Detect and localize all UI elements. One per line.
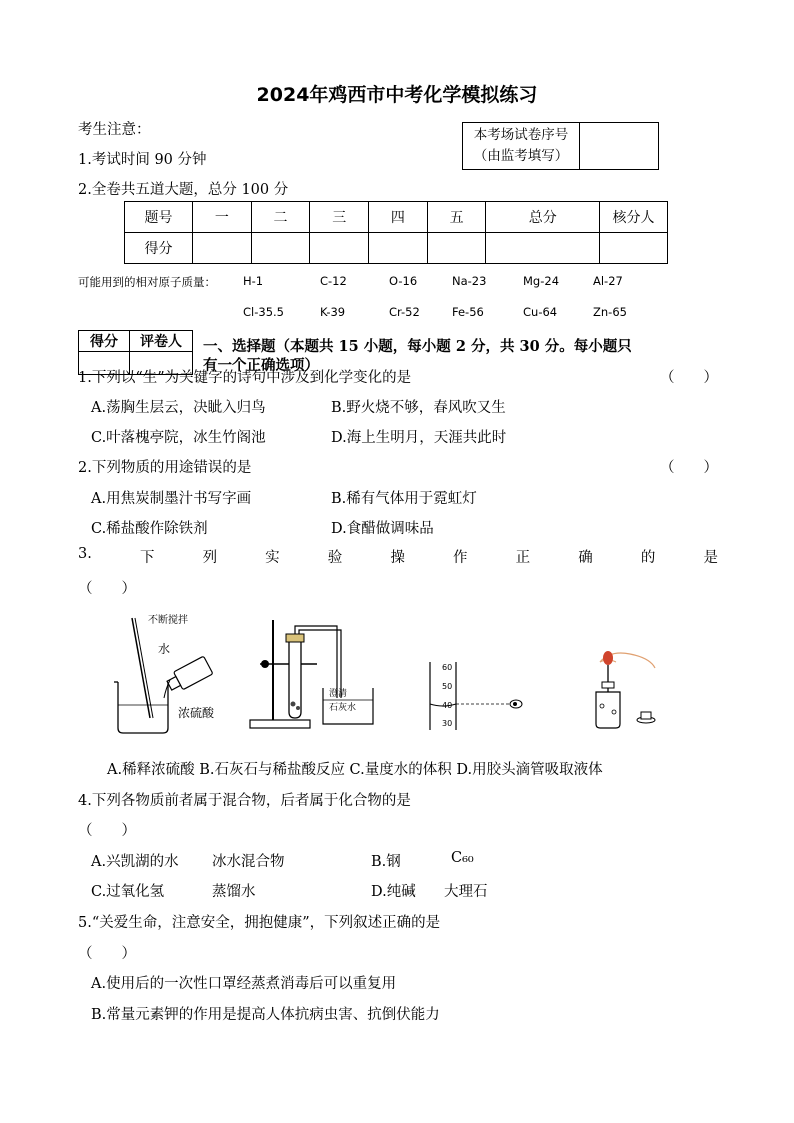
seat-number-field[interactable]	[580, 123, 659, 170]
question-4-stem: 4.下列各物质前者属于混合物，后者属于化合物的是	[78, 793, 411, 809]
score-table-value-row	[125, 233, 668, 264]
question-4-option-c: C.过氧化氢	[91, 884, 165, 900]
question-4-option-b-2: C₆₀	[451, 850, 474, 866]
answer-blank[interactable]: （ ）	[660, 370, 718, 386]
figure-dropper	[570, 640, 680, 732]
figure-label-water: 水	[158, 642, 171, 656]
question-2-stem: 2.下列物质的用途错误的是 （ ）	[78, 456, 718, 477]
score-header-cell: 总分	[486, 202, 600, 233]
question-5-stem: 5.“关爱生命，注意安全，拥抱健康”，下列叙述正确的是	[78, 915, 441, 931]
notice-line-2: 2.全卷共五道大题，总分 100 分	[78, 182, 289, 198]
question-4-option-a: A.兴凯湖的水	[91, 854, 179, 870]
question-4-option-a-2: 冰水混合物	[212, 854, 285, 870]
score-cell[interactable]	[369, 233, 428, 264]
reagent-bottle	[596, 692, 620, 728]
atomic-mass-item: C-12	[320, 274, 347, 288]
atomic-mass-item: Al-27	[593, 274, 623, 288]
score-header-cell: 四	[369, 202, 428, 233]
figure-label-limewater: 石灰水	[329, 703, 357, 713]
question-1-option-c: C.叶落槐亭院，冰生竹阁池	[91, 430, 266, 446]
question-2-option-b: B.稀有气体用于霓虹灯	[331, 491, 477, 507]
answer-blank[interactable]: （ ）	[78, 581, 136, 597]
question-1-option-a: A.荡胸生层云，决眦入归鸟	[91, 400, 266, 416]
beaker	[118, 682, 168, 733]
scale-mark: 60	[442, 663, 453, 672]
figure-measuring-cylinder	[420, 660, 530, 732]
question-1-option-d: D.海上生明月，天涯共此时	[331, 430, 507, 446]
grader-name-label: 评卷人	[130, 331, 193, 352]
question-5-option-a: A.使用后的一次性口罩经蒸煮消毒后可以重复用	[91, 976, 397, 992]
figure-label-stir: 不断搅拌	[148, 615, 188, 626]
iron-stand-base	[250, 720, 310, 728]
atomic-mass-item: Cr-52	[389, 305, 420, 319]
score-header-cell: 五	[427, 202, 486, 233]
question-2-option-a: A.用焦炭制墨汁书写字画	[91, 491, 252, 507]
question-2-option-c: C.稀盐酸作除铁剂	[91, 521, 208, 537]
question-4-option-b: B.钢	[371, 854, 401, 870]
score-header-cell: 二	[251, 202, 310, 233]
figure-label-limewater: 澄清	[329, 689, 348, 699]
notice-line-1: 1.考试时间 90 分钟	[78, 152, 207, 168]
test-tube	[289, 640, 301, 718]
atomic-mass-item: Fe-56	[452, 305, 484, 319]
scale-mark: 40	[442, 701, 453, 710]
glass-rod	[132, 618, 150, 718]
atomic-mass-item: H-1	[243, 274, 264, 288]
score-cell[interactable]	[310, 233, 369, 264]
score-cell[interactable]	[193, 233, 252, 264]
question-4-option-d-2: 大理石	[444, 884, 488, 900]
score-cell[interactable]	[251, 233, 310, 264]
score-table-header-row	[125, 202, 668, 233]
dropper-bulb	[603, 651, 613, 665]
notice-heading: 考生注意：	[78, 122, 151, 138]
atomic-mass-item: O-16	[389, 274, 418, 288]
section-heading-cont: 有一个正确选项）	[203, 357, 319, 374]
answer-blank[interactable]: （ ）	[660, 460, 718, 476]
atomic-mass-item: K-39	[320, 305, 346, 319]
score-cell[interactable]	[600, 233, 668, 264]
seat-number-label: 本考场试卷序号 （由监考填写）	[463, 123, 580, 170]
question-4-option-d: D.纯碱	[371, 884, 416, 900]
atomic-mass-label: 可能用到的相对原子质量：	[78, 275, 216, 289]
score-cell[interactable]	[486, 233, 600, 264]
score-header-cell: 一	[193, 202, 252, 233]
answer-blank[interactable]: （ ）	[78, 946, 136, 962]
atomic-mass-item: Zn-65	[593, 305, 627, 319]
atomic-mass-item: Cu-64	[523, 305, 558, 319]
atomic-mass-item: Na-23	[452, 274, 487, 288]
score-cell[interactable]	[427, 233, 486, 264]
score-header-cell: 核分人	[600, 202, 668, 233]
figure-label-acid: 浓硫酸	[178, 706, 215, 720]
reagent-bottle	[165, 656, 213, 694]
score-header-cell: 题号	[125, 202, 193, 233]
grader-score-label: 得分	[79, 331, 130, 352]
figure-dilute-acid	[100, 610, 230, 740]
atomic-mass-item: Cl-35.5	[243, 305, 284, 319]
question-5-option-b: B.常量元素钾的作用是提高人体抗病虫害、抗倒伏能力	[91, 1007, 440, 1023]
figure-limestone-reaction	[245, 612, 390, 732]
scale-mark: 30	[442, 719, 453, 728]
question-4-option-c-2: 蒸馏水	[212, 884, 256, 900]
score-row-label: 得分	[125, 233, 193, 264]
scale-mark: 50	[442, 682, 453, 691]
page-title: 2024年鸡西市中考化学模拟练习	[256, 84, 538, 106]
question-3-options: A.稀释浓硫酸 B.石灰石与稀盐酸反应 C.量度水的体积 D.用胶头滴管吸取液体	[107, 762, 603, 778]
score-header-cell: 三	[310, 202, 369, 233]
score-table	[124, 201, 668, 264]
question-1-option-b: B.野火烧不够，春风吹又生	[331, 400, 506, 416]
seat-number-box	[462, 122, 659, 170]
question-3-stem: 3. 下 列 实 验 操 作 正 确 的 是	[78, 546, 718, 566]
answer-blank[interactable]: （ ）	[78, 823, 136, 839]
atomic-mass-item: Mg-24	[523, 274, 560, 288]
section-heading: 一、选择题（本题共 15 小题，每小题 2 分，共 30 分。每小题只	[203, 338, 632, 355]
stopper	[286, 634, 304, 642]
question-2-option-d: D.食醋做调味品	[331, 521, 434, 537]
question-1-stem: 1.下列以“生”为关键字的诗句中涉及到化学变化的是 （ ）	[78, 366, 718, 387]
